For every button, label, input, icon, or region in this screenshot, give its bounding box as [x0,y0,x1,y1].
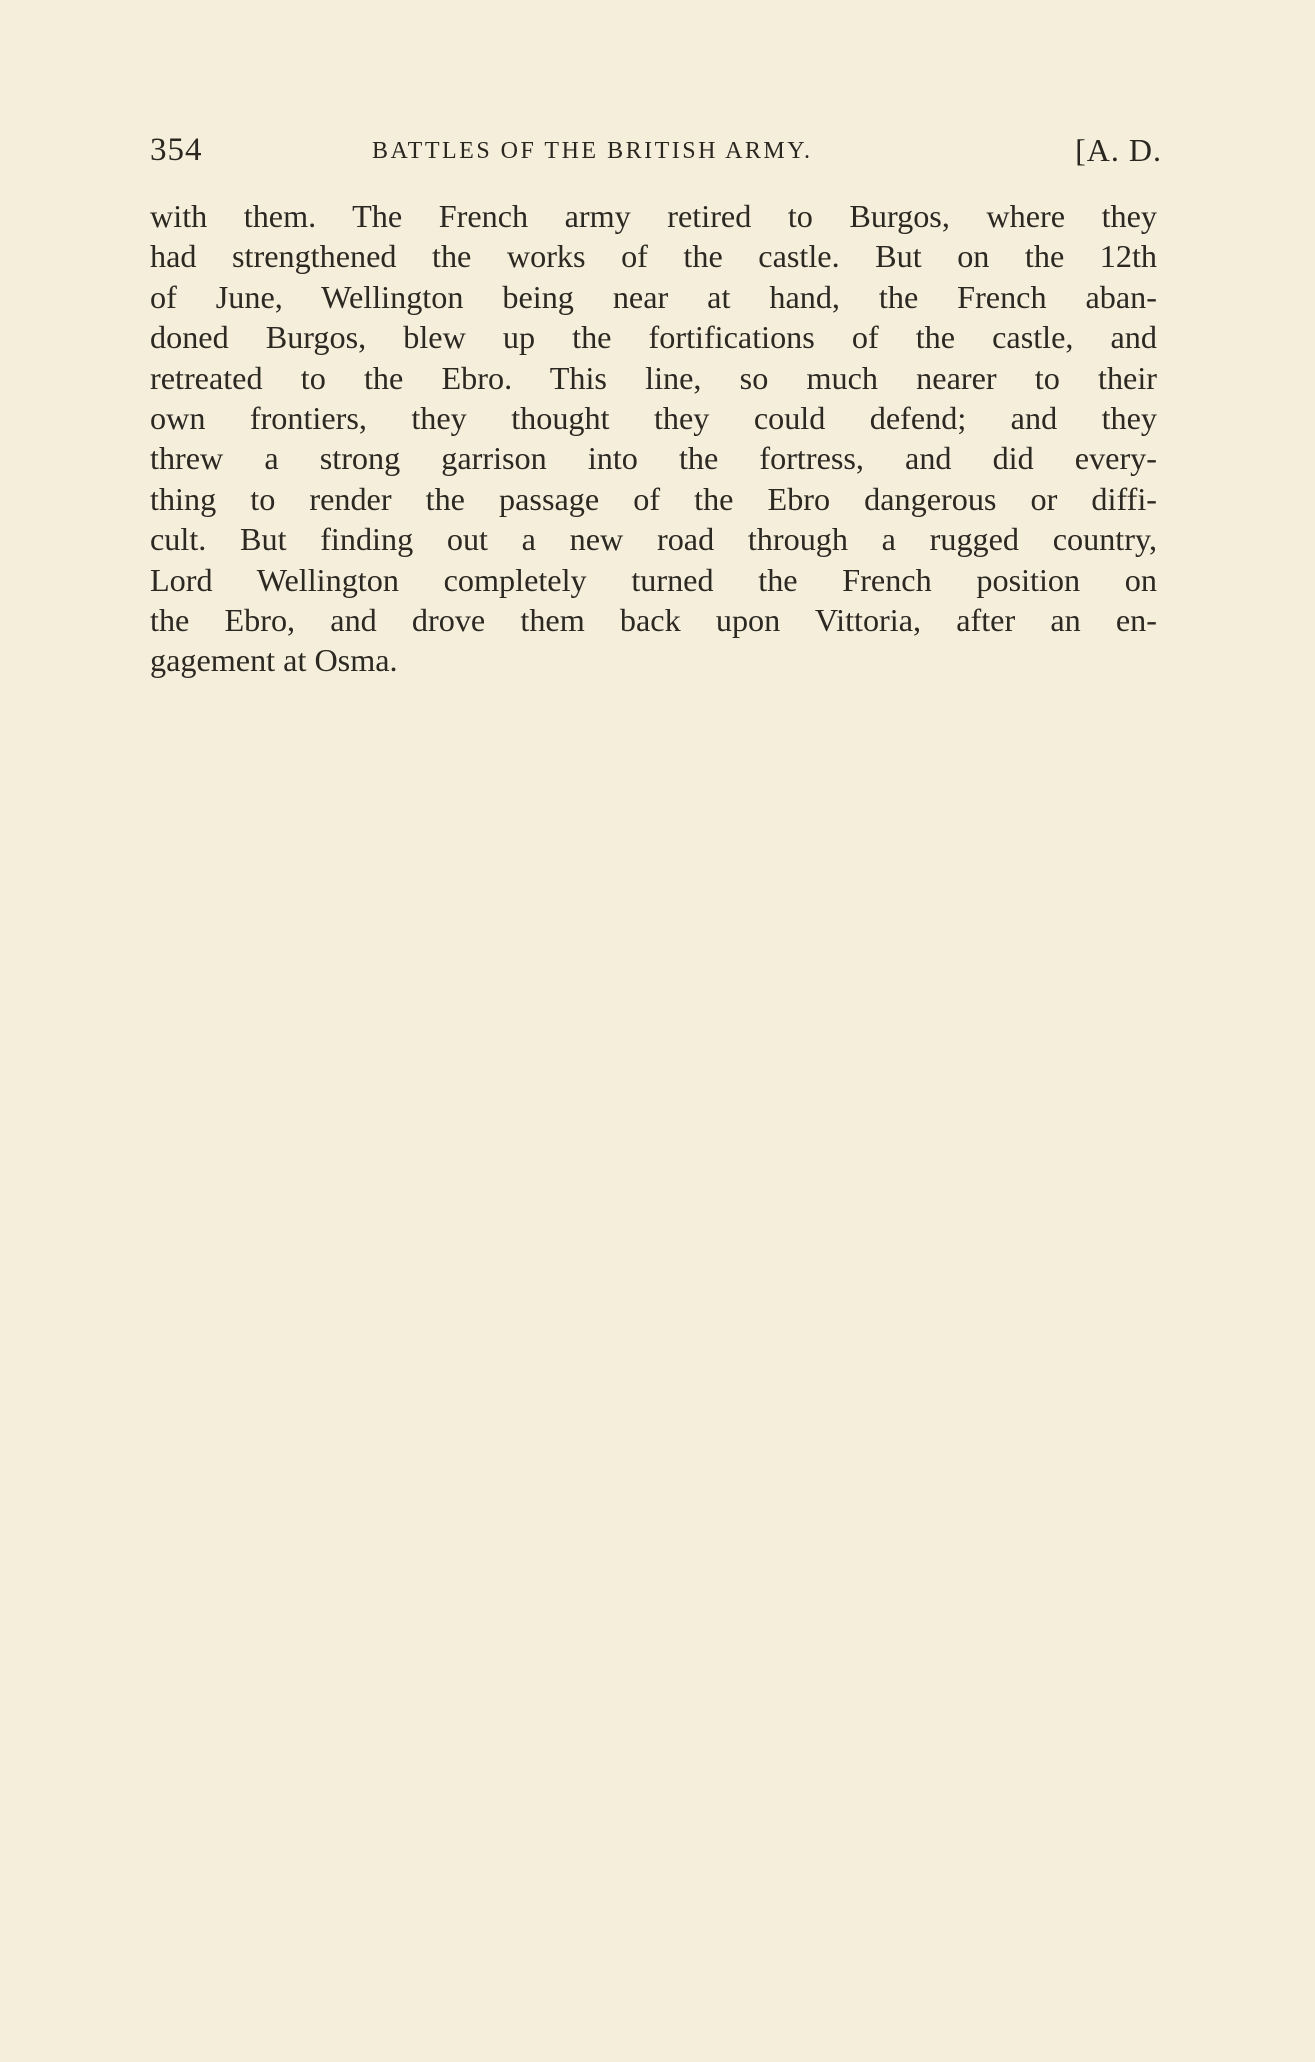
running-head [150,132,1170,182]
text-line: the Ebro, and drove them back upon Vittoria, after an en- [150,602,1157,639]
text-line: with them. The French army retired to Burgos, where they [150,198,1157,234]
text-line: own frontiers, they thought they could defend; and they [150,400,1157,437]
text-line: threw a strong garrison into the fortress, and did every- [150,440,1157,477]
text-line: Lord Wellington completely turned the French position on [150,561,1157,598]
text-line: thing to render the passage of the Ebro dangerous or diffi- [150,480,1157,517]
era-marker: [A. D. [1075,132,1162,168]
text-line: of June, Wellington being near at hand, the French aban- [150,278,1157,315]
text-line: had strengthened the works of the castle. But on the 12th [150,238,1157,275]
text-line: retreated to the Ebro. This line, so much nearer to their [150,359,1157,396]
body-paragraph [150,196,1157,681]
text-line: gagement at Osma. [150,642,398,679]
page-number: 354 [150,132,203,168]
text-line: cult. But finding out a new road through a rugged country, [150,521,1157,558]
text-line: doned Burgos, blew up the fortifications of the castle, and [150,319,1157,356]
running-title: BATTLES OF THE BRITISH ARMY. [372,138,813,164]
